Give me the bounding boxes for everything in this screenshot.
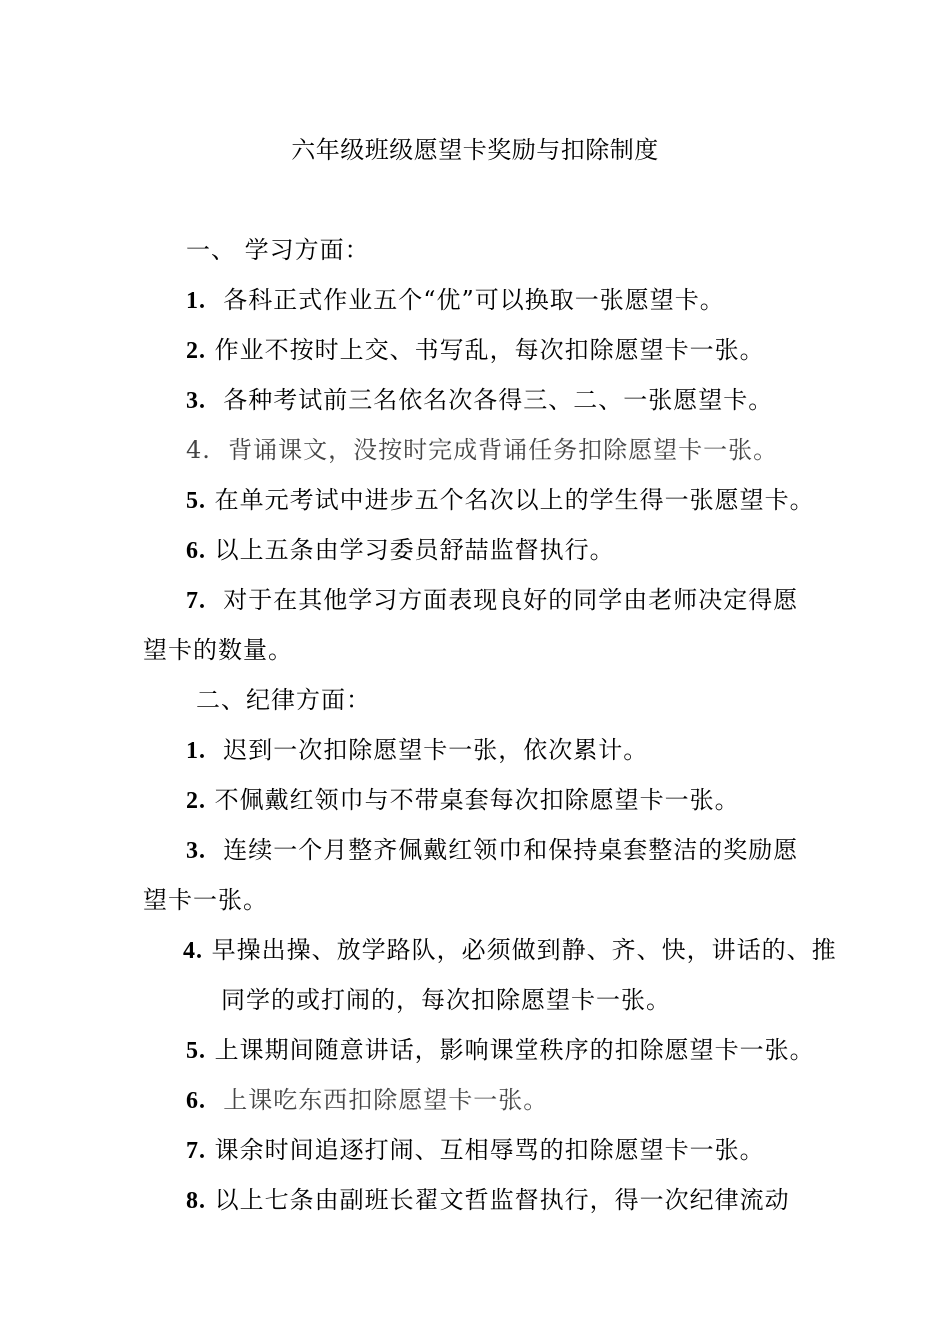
item-number: 7. [186, 588, 206, 614]
item-number: 5. [186, 488, 206, 514]
list-item-continuation: 同学的或打闹的，每次扣除愿望卡一张。 [221, 986, 671, 1014]
item-number: 2. [186, 338, 206, 364]
list-item [186, 730, 648, 771]
list-item-continuation: 望卡一张。 [143, 886, 268, 914]
list-item [186, 1130, 765, 1171]
page-title: 六年级班级愿望卡奖励与扣除制度 [291, 136, 659, 164]
list-item [186, 380, 773, 421]
list-item [186, 1030, 815, 1071]
item-number: 1. [186, 738, 206, 764]
item-text: 对于在其他学习方面表现良好的同学由老师决定得愿 [223, 586, 799, 614]
list-item [186, 480, 815, 521]
item-text: 连续一个月整齐佩戴红领巾和保持桌套整洁的奖励愿 [223, 836, 799, 864]
list-item [186, 780, 740, 821]
item-text: 各种考试前三名依名次各得三、二、一张愿望卡。 [223, 386, 774, 414]
item-text: 作业不按时上交、书写乱，每次扣除愿望卡一张。 [214, 336, 765, 364]
list-item [186, 430, 778, 470]
section-heading-discipline: 二、纪律方面： [196, 686, 371, 714]
item-number: 2. [186, 788, 206, 814]
item-number: 6. [186, 1088, 206, 1114]
item-number: 7. [186, 1138, 206, 1164]
item-text: 上课吃东西扣除愿望卡一张。 [223, 1086, 549, 1114]
item-text: 在单元考试中进步五个名次以上的学生得一张愿望卡。 [214, 486, 815, 514]
list-item-continuation: 望卡的数量。 [143, 636, 293, 664]
item-number: 8. [186, 1188, 206, 1214]
item-text: 早操出操、放学路队，必须做到静、齐、快，讲话的、推 [211, 936, 837, 964]
item-text: 背诵课文，没按时完成背诵任务扣除愿望卡一张。 [228, 436, 779, 464]
list-item [186, 530, 615, 571]
item-text: 课余时间追逐打闹、互相辱骂的扣除愿望卡一张。 [214, 1136, 765, 1164]
item-number: 4. [183, 938, 203, 964]
item-number: 5. [186, 1038, 206, 1064]
item-number: 6. [186, 538, 206, 564]
item-text: 不佩戴红领巾与不带桌套每次扣除愿望卡一张。 [214, 786, 740, 814]
list-item [186, 1080, 548, 1121]
item-number: 3. [186, 838, 206, 864]
list-item [186, 580, 798, 621]
list-item [186, 330, 765, 371]
item-number: 3. [186, 388, 206, 414]
item-text: 以上七条由副班长翟文哲监督执行，得一次纪律流动 [214, 1186, 790, 1214]
list-item [186, 280, 725, 321]
list-item [183, 930, 837, 971]
list-item [186, 1180, 790, 1221]
item-text: 迟到一次扣除愿望卡一张，依次累计。 [223, 736, 649, 764]
item-text: 以上五条由学习委员舒喆监督执行。 [214, 536, 615, 564]
item-text: 上课期间随意讲话，影响课堂秩序的扣除愿望卡一张。 [214, 1036, 815, 1064]
item-text: 各科正式作业五个“优”可以换取一张愿望卡。 [223, 286, 725, 314]
item-number: 1. [186, 288, 206, 314]
section-heading-study: 一、 学习方面： [186, 236, 370, 264]
list-item [186, 830, 798, 871]
item-number: 4. [186, 436, 211, 464]
